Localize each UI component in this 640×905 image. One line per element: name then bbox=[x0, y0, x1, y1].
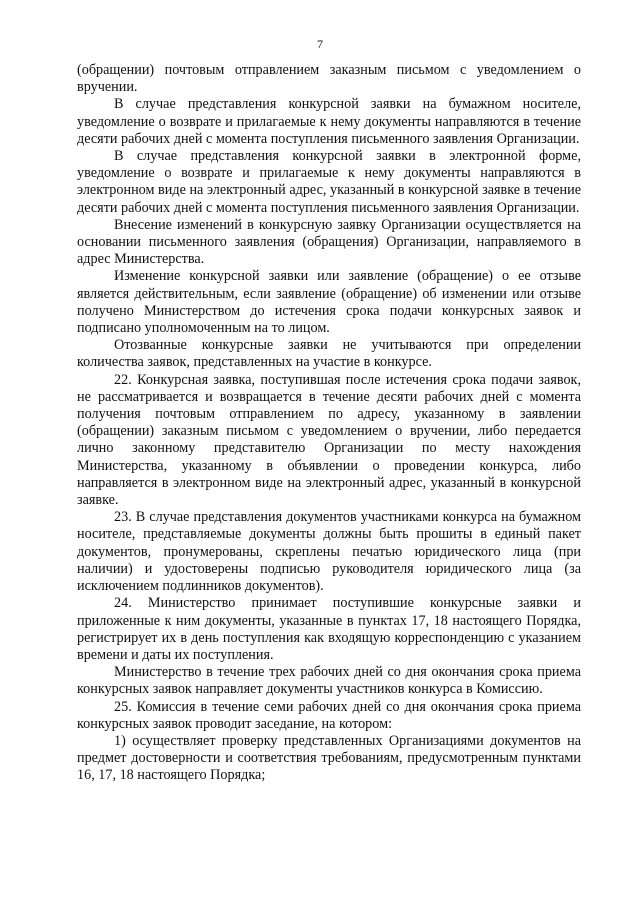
paragraph-item-25-subitem-1: 1) осуществляет проверку представленных Организациями документов на предмет достоверности и соответствия требованиям, предусмотренным пунктами 16, 17, 18 настоящего Порядка; bbox=[77, 732, 581, 784]
paragraph-electronic-application-return: В случае представления конкурсной заявки в электронной форме, уведомление о возврате и прилагаемые к нему документы направляются в электронном виде на электронный адрес, указанный в конкурсной заявке в течение десяти рабочих дней с момента поступления письменного заявления Организации. bbox=[77, 148, 581, 216]
page-number: 7 bbox=[317, 37, 323, 51]
paragraph-paper-application-return: В случае представления конкурсной заявки на бумажном носителе, уведомление о возврате и прилагаемые к нему документы направляются в течение десяти рабочих дней с момента поступления письменного заявления Организации. bbox=[77, 96, 581, 147]
paragraph-ministry-forwarding: Министерство в течение трех рабочих дней со дня окончания срока приема конкурсных заявок направляет документы участников конкурса в Комиссию. bbox=[77, 664, 581, 698]
paragraph-item-22: 22. Конкурсная заявка, поступившая после истечения срока подачи заявок, не рассматривается и возвращается в течение десяти рабочих дней с момента получения почтовым отправлением по адресу, указанному в заявлении (обращении) заказным письмом с уведомлением о вручении, либо передается лично законному представителю Организации по месту нахождения Министерства, указанному в объявлении о проведении конкурса, либо направляется в электронном виде на электронный адрес, указанный в конкурсной заявке. bbox=[77, 371, 581, 509]
paragraph-withdrawn-applications: Отозванные конкурсные заявки не учитываются при определении количества заявок, представленных на участие в конкурсе. bbox=[77, 337, 581, 371]
paragraph-return-notice-end: (обращении) почтовым отправлением заказным письмом с уведомлением о вручении. bbox=[77, 62, 581, 96]
document-body bbox=[77, 62, 581, 785]
paragraph-change-validity: Изменение конкурсной заявки или заявление (обращение) о ее отзыве является действительным, если заявление (обращение) об изменении или отзыве получено Министерством до истечения срока подачи конкурсных заявок и подписано уполномоченным на то лицом. bbox=[77, 268, 581, 337]
paragraph-item-25: 25. Комиссия в течение семи рабочих дней со дня окончания срока приема конкурсных заявок проводит заседание, на котором: bbox=[77, 698, 581, 732]
paragraph-application-changes: Внесение изменений в конкурсную заявку Организации осуществляется на основании письменного заявления (обращения) Организации, направляемого в адрес Министерства. bbox=[77, 216, 581, 268]
paragraph-item-24: 24. Министерство принимает поступившие конкурсные заявки и приложенные к ним документы, указанные в пунктах 17, 18 настоящего Порядка, регистрирует их в день поступления как входящую корреспонденцию с указанием времени и даты их поступления. bbox=[77, 595, 581, 663]
paragraph-item-23: 23. В случае представления документов участниками конкурса на бумажном носителе, представляемые документы должны быть прошиты в единый пакет документов, пронумерованы, скреплены печатью юридического лица (при наличии) и удостоверены подписью руководителя юридического лица (за исключением подлинников документов). bbox=[77, 509, 581, 595]
